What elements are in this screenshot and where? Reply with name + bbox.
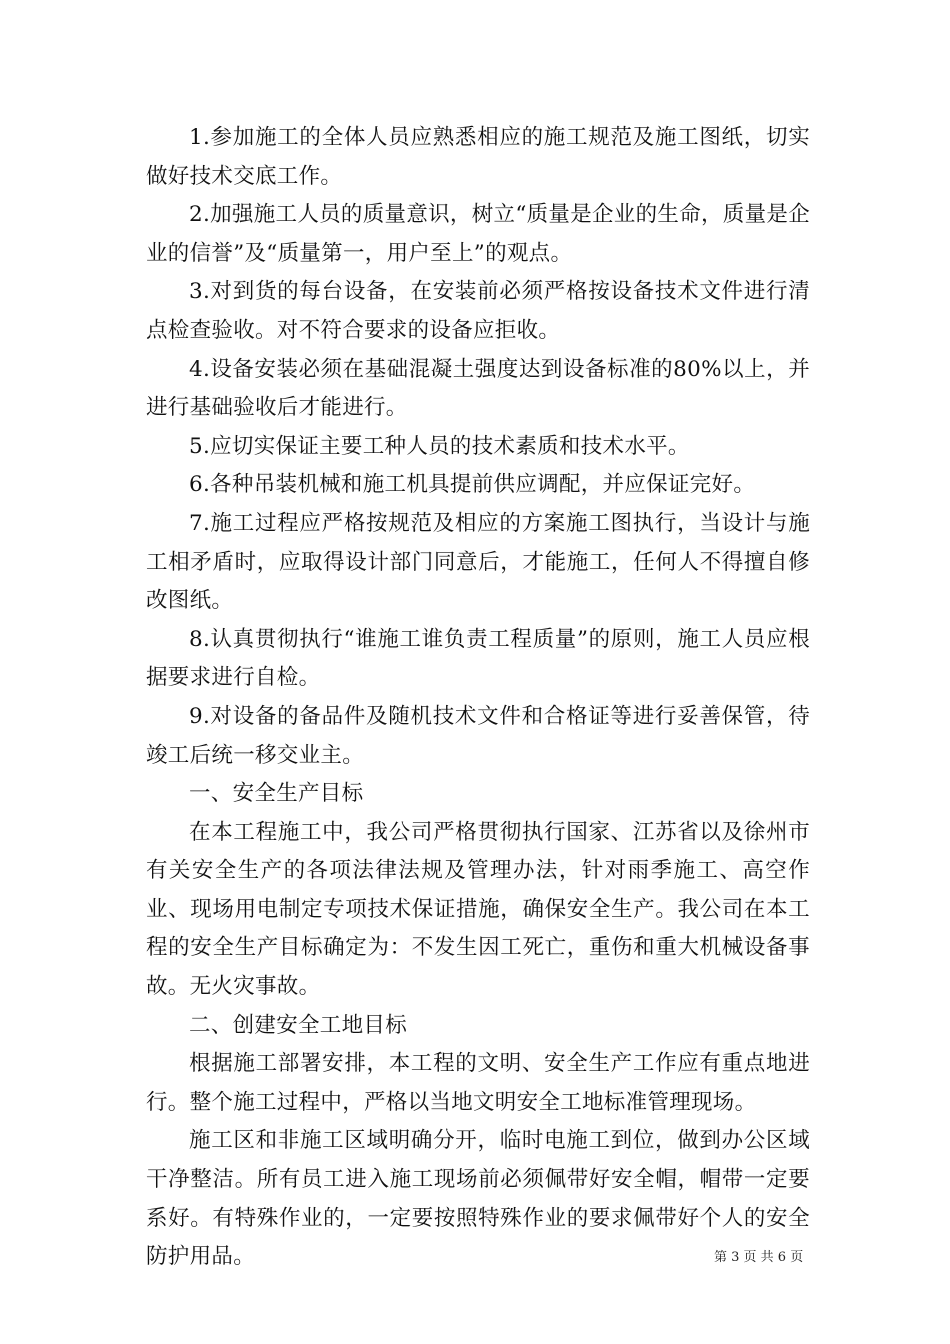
- document-body: [146, 119, 810, 1277]
- paragraph-item-6: 6.各种吊装机械和施工机具提前供应调配，并应保证完好。: [189, 472, 756, 498]
- paragraph-item-9: 9.对设备的备品件及随机技术文件和合格证等进行妥善保管，待竣工后统一移交业主。: [146, 703, 810, 768]
- section-heading-safe-site-goal: 二、创建安全工地目标: [189, 1012, 408, 1038]
- paragraph-item-7: 7.施工过程应严格按规范及相应的方案施工图执行，当设计与施工相矛盾时，应取得设计部门同意后，才能施工，任何人不得擅自修改图纸。: [146, 510, 810, 614]
- paragraph-item-8: 8.认真贯彻执行“谁施工谁负责工程质量”的原则，施工人员应根据要求进行自检。: [146, 626, 810, 691]
- paragraph-safety-goal: 在本工程施工中，我公司严格贯彻执行国家、江苏省以及徐州市有关安全生产的各项法律法规及管理办法，针对雨季施工、高空作业、现场用电制定专项技术保证措施，确保安全生产。我公司在本工程的安全生产目标确定为：不发生因工死亡，重伤和重大机械设备事故。无火灾事故。: [146, 819, 810, 1000]
- section-heading-safety-goal: 一、安全生产目标: [189, 781, 364, 807]
- paragraph-item-5: 5.应切实保证主要工种人员的技术素质和技术水平。: [189, 433, 690, 459]
- paragraph-item-4: 4.设备安装必须在基础混凝土强度达到设备标准的80%以上，并进行基础验收后才能进行。: [146, 356, 810, 421]
- paragraph-item-1: 1.参加施工的全体人员应熟悉相应的施工规范及施工图纸，切实做好技术交底工作。: [146, 125, 810, 189]
- paragraph-site-zoning: 施工区和非施工区域明确分开，临时电施工到位，做到办公区域干净整洁。所有员工进入施工现场前必须佩带好安全帽，帽带一定要系好。有特殊作业的，一定要按照特殊作业的要求佩带好个人的安全防护用品。: [146, 1128, 810, 1270]
- paragraph-site-deployment: 根据施工部署安排，本工程的文明、安全生产工作应有重点地进行。整个施工过程中，严格以当地文明安全工地标准管理现场。: [146, 1051, 810, 1115]
- paragraph-item-2: 2.加强施工人员的质量意识，树立“质量是企业的生命，质量是企业的信誉”及“质量第一，用户至上”的观点。: [146, 202, 811, 266]
- paragraph-item-3: 3.对到货的每台设备，在安装前必须严格按设备技术文件进行清点检查验收。对不符合要求的设备应拒收。: [146, 279, 810, 343]
- page-number-footer: 第 3 页 共 6 页: [714, 1250, 804, 1265]
